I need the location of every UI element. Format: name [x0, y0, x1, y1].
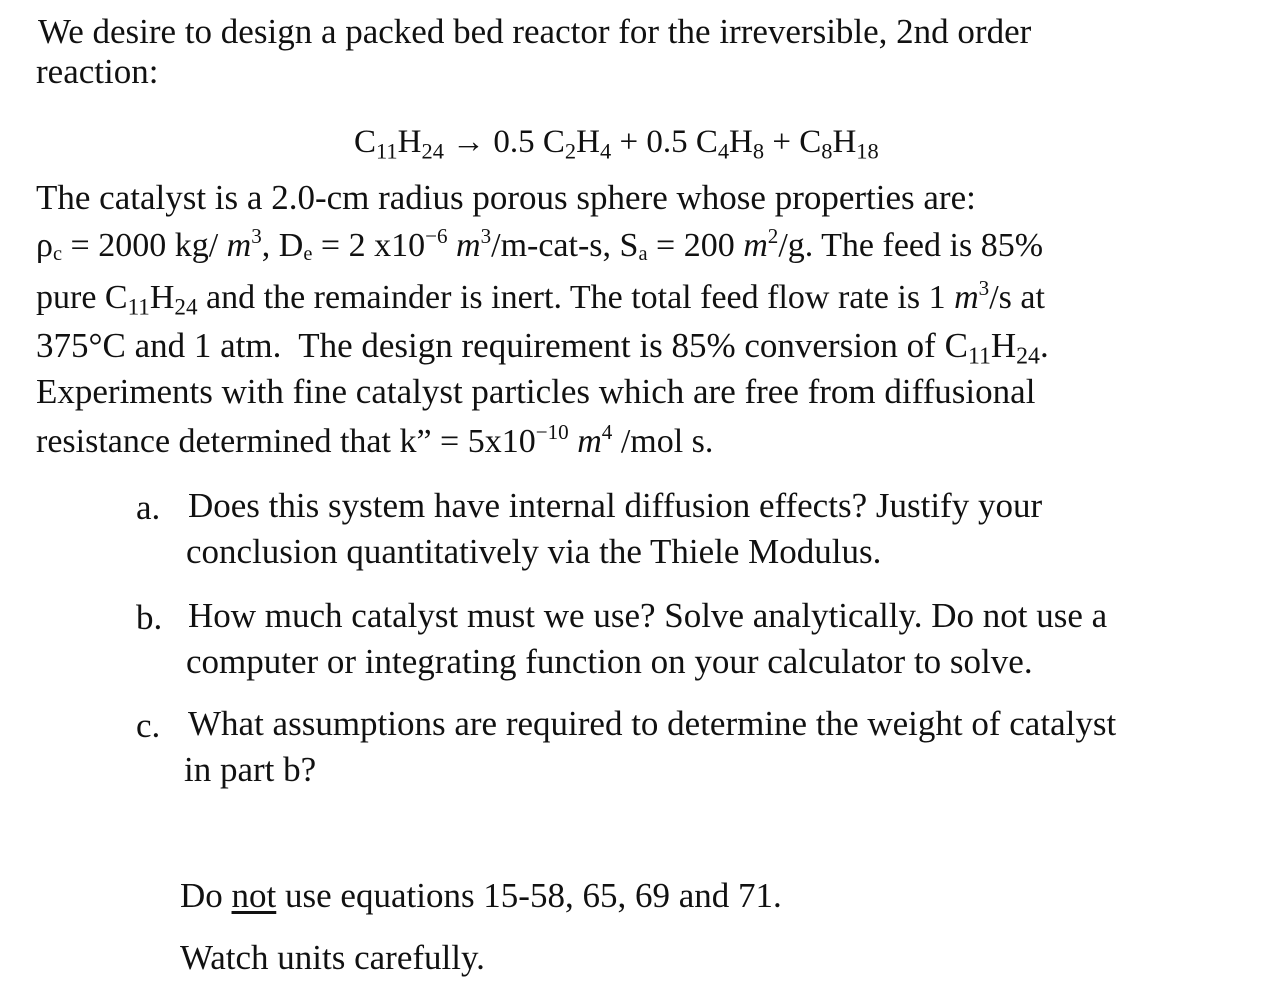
catalyst-line-5: Experiments with fine catalyst particles which are free from diffusional — [36, 372, 1036, 411]
reaction-equation — [354, 122, 879, 162]
intro-line-2: reaction: — [36, 52, 159, 91]
catalyst-properties-line: ρc = 2000 kg/ $m^3$, De = 2 $x10^{-6}$ $m^3/m-cat-s$, Sa = 200 $m^2/g$. The feed is 85% — [36, 223, 1044, 266]
reaction-reactant: $C_{11}H_{24}$ — [354, 124, 444, 164]
question-c-label: c. — [136, 706, 161, 745]
question-c-line-2: in part b? — [184, 750, 317, 789]
question-a-line-2: conclusion quantitatively via the Thiele Modulus. — [186, 532, 882, 571]
question-b-line-1: How much catalyst must we use? Solve analytically. Do not use a — [188, 596, 1108, 635]
catalyst-line-1: The catalyst is a 2.0-cm radius porous sphere whose properties are: — [36, 178, 976, 217]
intro-line-1: We desire to design a packed bed reactor for the irreversible, 2nd order — [38, 12, 1032, 51]
feed-purity: The feed is 85% — [821, 227, 1044, 264]
reaction-products: 0.5 $C_2H_4 + 0.5$ $C_4H_8 + C_8H_{18}$ — [493, 124, 879, 164]
question-b-line-2: computer or integrating function on your calculator to solve. — [186, 642, 1033, 681]
reaction-arrow: → — [452, 124, 486, 160]
note-1-underlined: not — [231, 876, 277, 915]
question-a-line-1: Does this system have internal diffusion effects? Justify your — [188, 486, 1043, 525]
note-equations — [180, 876, 782, 916]
sa-value: Sa = 200 $m^2/g$ — [619, 223, 805, 266]
note-units: Watch units carefully. — [180, 938, 485, 977]
question-b-label: b. — [136, 598, 163, 637]
de-value: De = 2 $x10^{-6}$ $m^3/m-cat-s$ — [278, 223, 603, 266]
rho-c-value: ρc = 2000 kg/ $m^3$ — [36, 223, 262, 266]
catalyst-line-6: resistance determined that k” = $5x10^{-10}$ $m^4$ /mol s. — [36, 419, 714, 460]
question-a-label: a. — [136, 488, 161, 527]
catalyst-line-4: 375°C and 1 atm. The design requirement is 85% conversion of $C_{11}H_{24}$. — [36, 326, 1049, 370]
catalyst-line-3: pure $C_{11}H_{24}$ and the remainder is inert. The total feed flow rate is 1 $m^3/s$ at — [36, 275, 1045, 321]
note-1-post: use equations 15-58, 65, 69 and 71. — [285, 876, 782, 915]
question-c-line-1: What assumptions are required to determine the weight of catalyst — [188, 704, 1117, 743]
note-1-pre: Do — [180, 876, 223, 915]
